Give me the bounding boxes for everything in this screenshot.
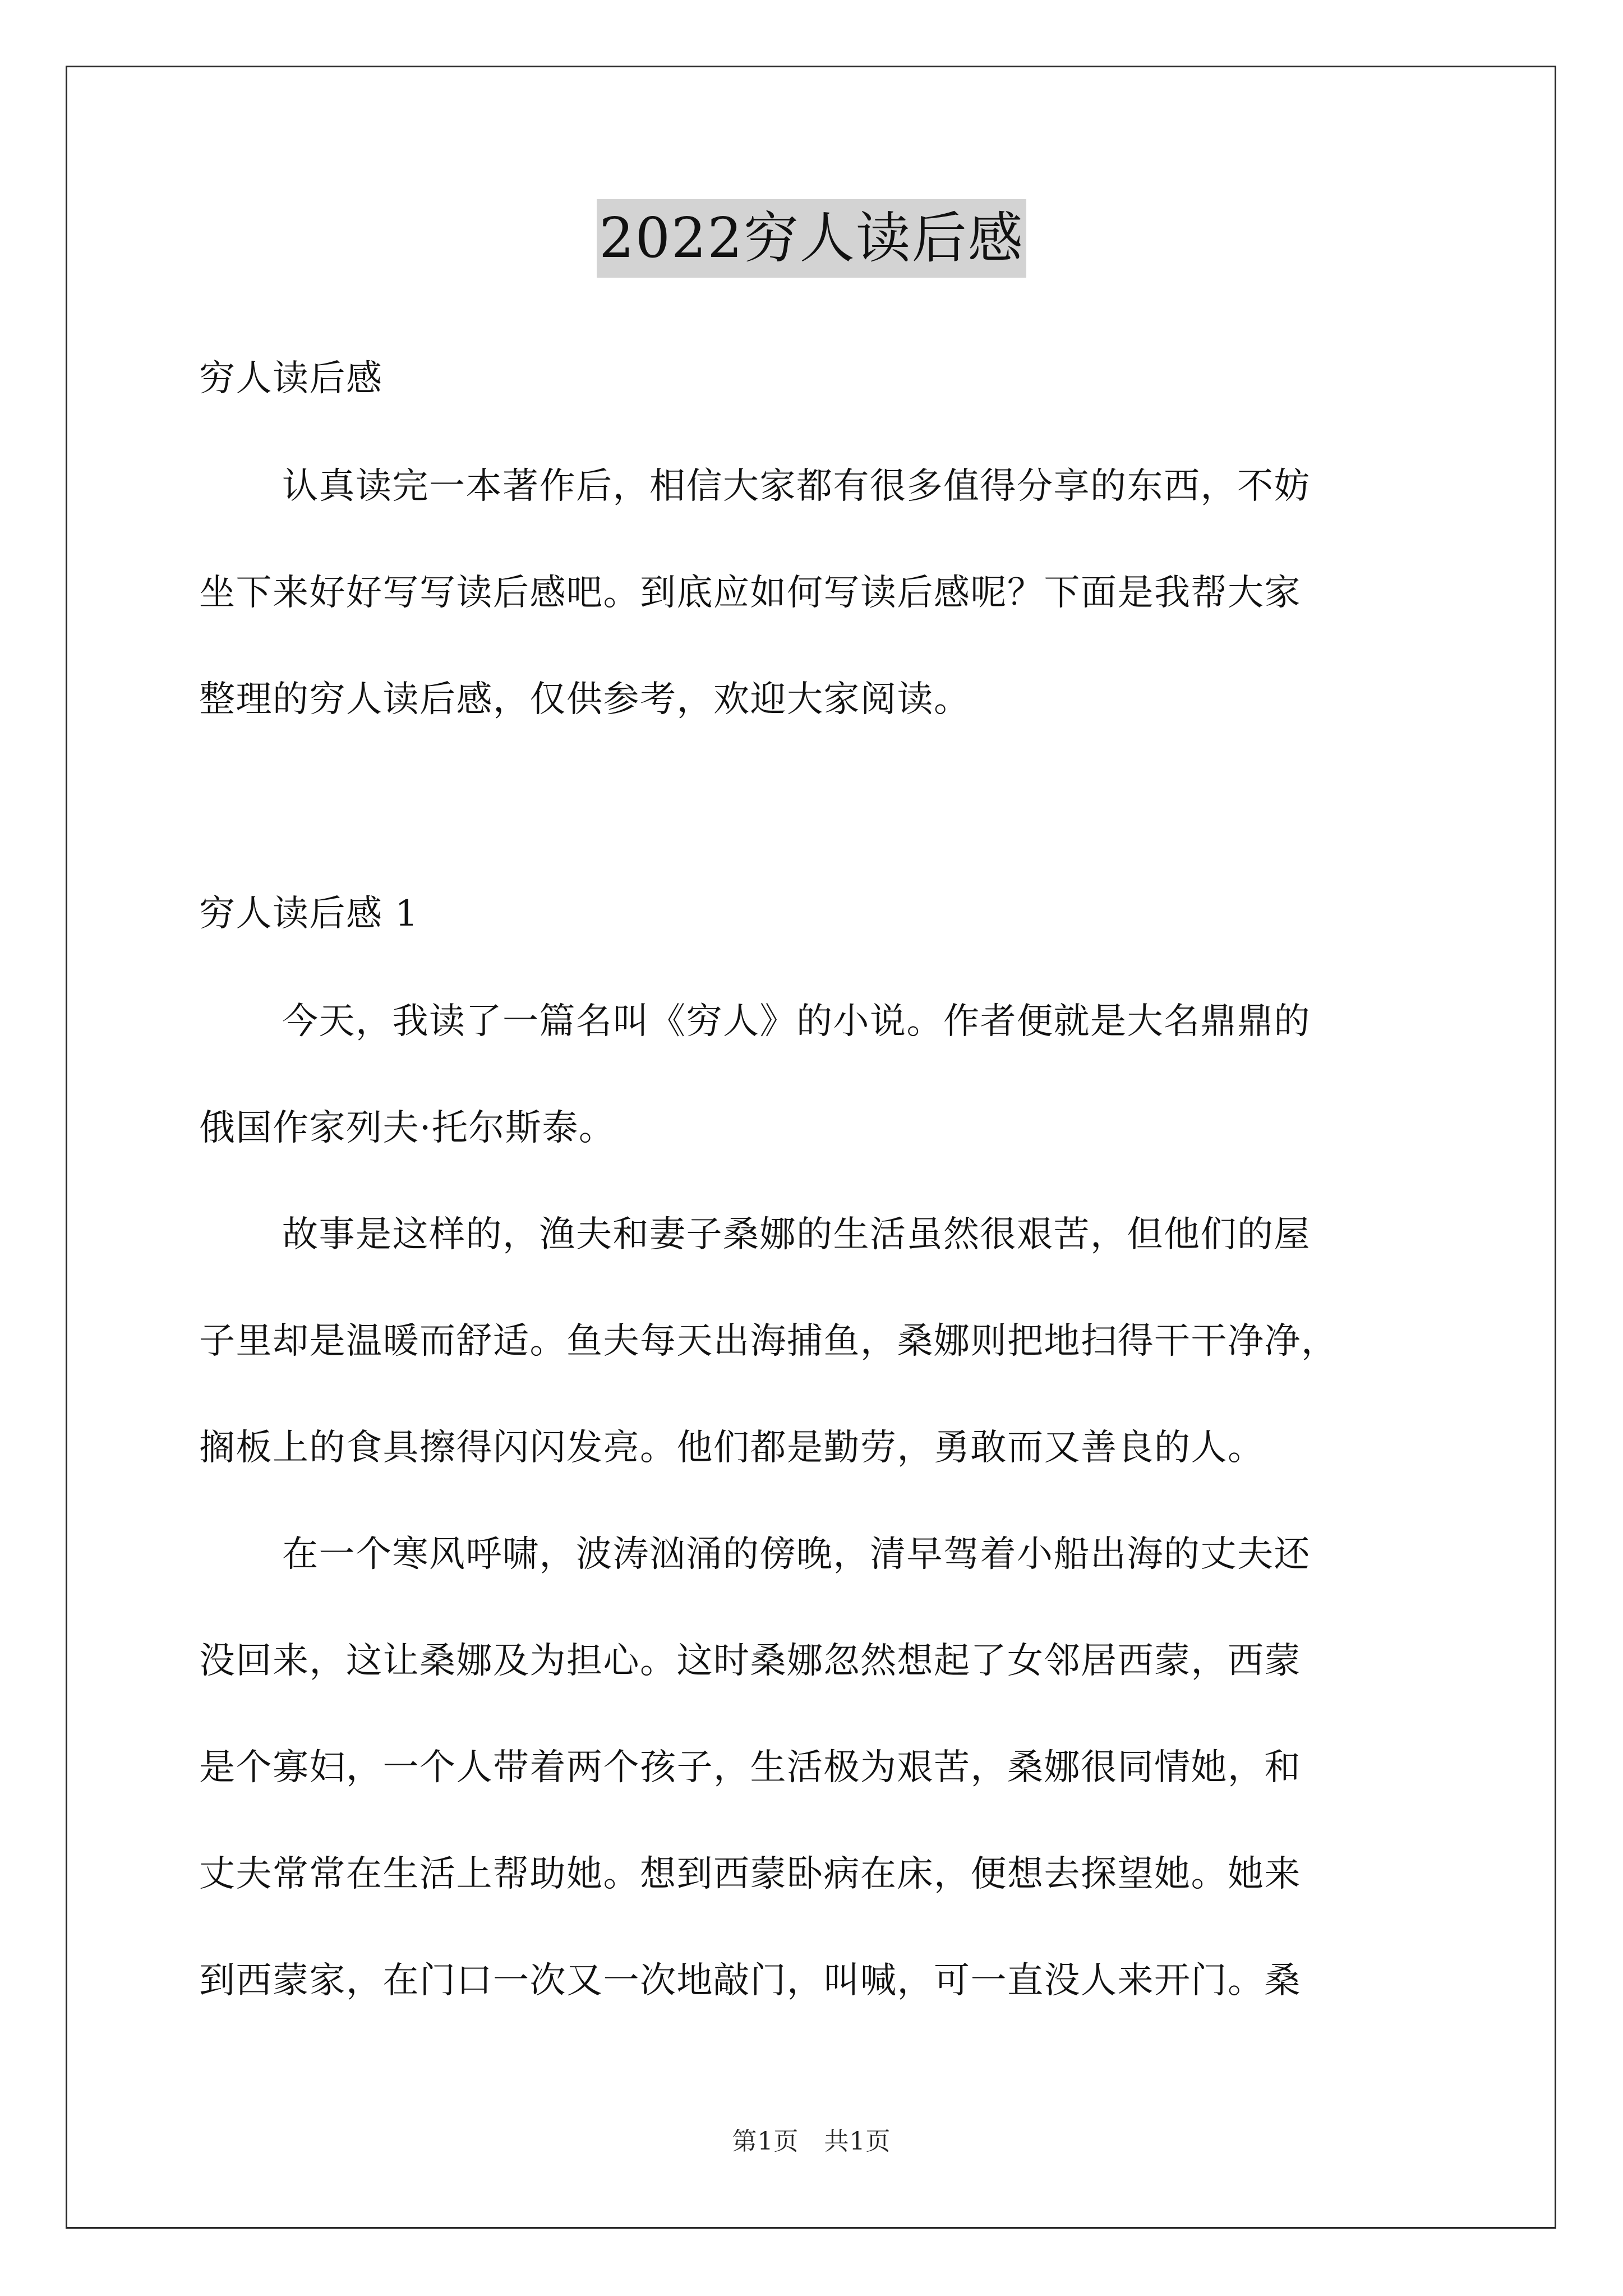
intro-line-1: 认真读完一本著作后，相信大家都有很多值得分享的东西，不妨 [282,466,1311,507]
essay1-line-9: 丈夫常常在生活上帮助她。想到西蒙卧病在床，便想去探望她。她来 [199,1853,1301,1895]
essay1-line-4: 子里却是温暖而舒适。鱼夫每天出海捕鱼，桑娜则把地扫得干干净净， [199,1320,1338,1362]
essay1-line-2: 俄国作家列夫·托尔斯泰。 [199,1107,616,1149]
intro-line-3: 整理的穷人读后感，仅供参考，欢迎大家阅读。 [199,679,971,720]
title-container [0,199,1623,278]
essay1-line-3: 故事是这样的，渔夫和妻子桑娜的生活虽然很艰苦，但他们的屋 [282,1214,1311,1255]
essay1-line-10: 到西蒙家，在门口一次又一次地敲门，叫喊，可一直没人来开门。桑 [199,1960,1301,2001]
document-title: 2022穷人读后感 [597,199,1026,278]
intro-line-2: 坐下来好好写写读后感吧。到底应如何写读后感呢？下面是我帮大家 [199,572,1301,614]
essay1-line-8: 是个寡妇，一个人带着两个孩子，生活极为艰苦，桑娜很同情她，和 [199,1747,1301,1788]
essay1-heading: 穷人读后感 1 [199,893,419,935]
essay1-line-7: 没回来，这让桑娜及为担心。这时桑娜忽然想起了女邻居西蒙，西蒙 [199,1640,1301,1682]
intro-heading: 穷人读后感 [199,358,383,399]
essay1-line-6: 在一个寒风呼啸，波涛汹涌的傍晚，清早驾着小船出海的丈夫还 [282,1534,1311,1575]
page-footer: 第1页 共1页 [732,2127,891,2156]
essay1-line-5: 搁板上的食具擦得闪闪发亮。他们都是勤劳，勇敢而又善良的人。 [199,1427,1265,1469]
essay1-line-1: 今天，我读了一篇名叫《穷人》的小说。作者便就是大名鼎鼎的 [282,1001,1311,1042]
